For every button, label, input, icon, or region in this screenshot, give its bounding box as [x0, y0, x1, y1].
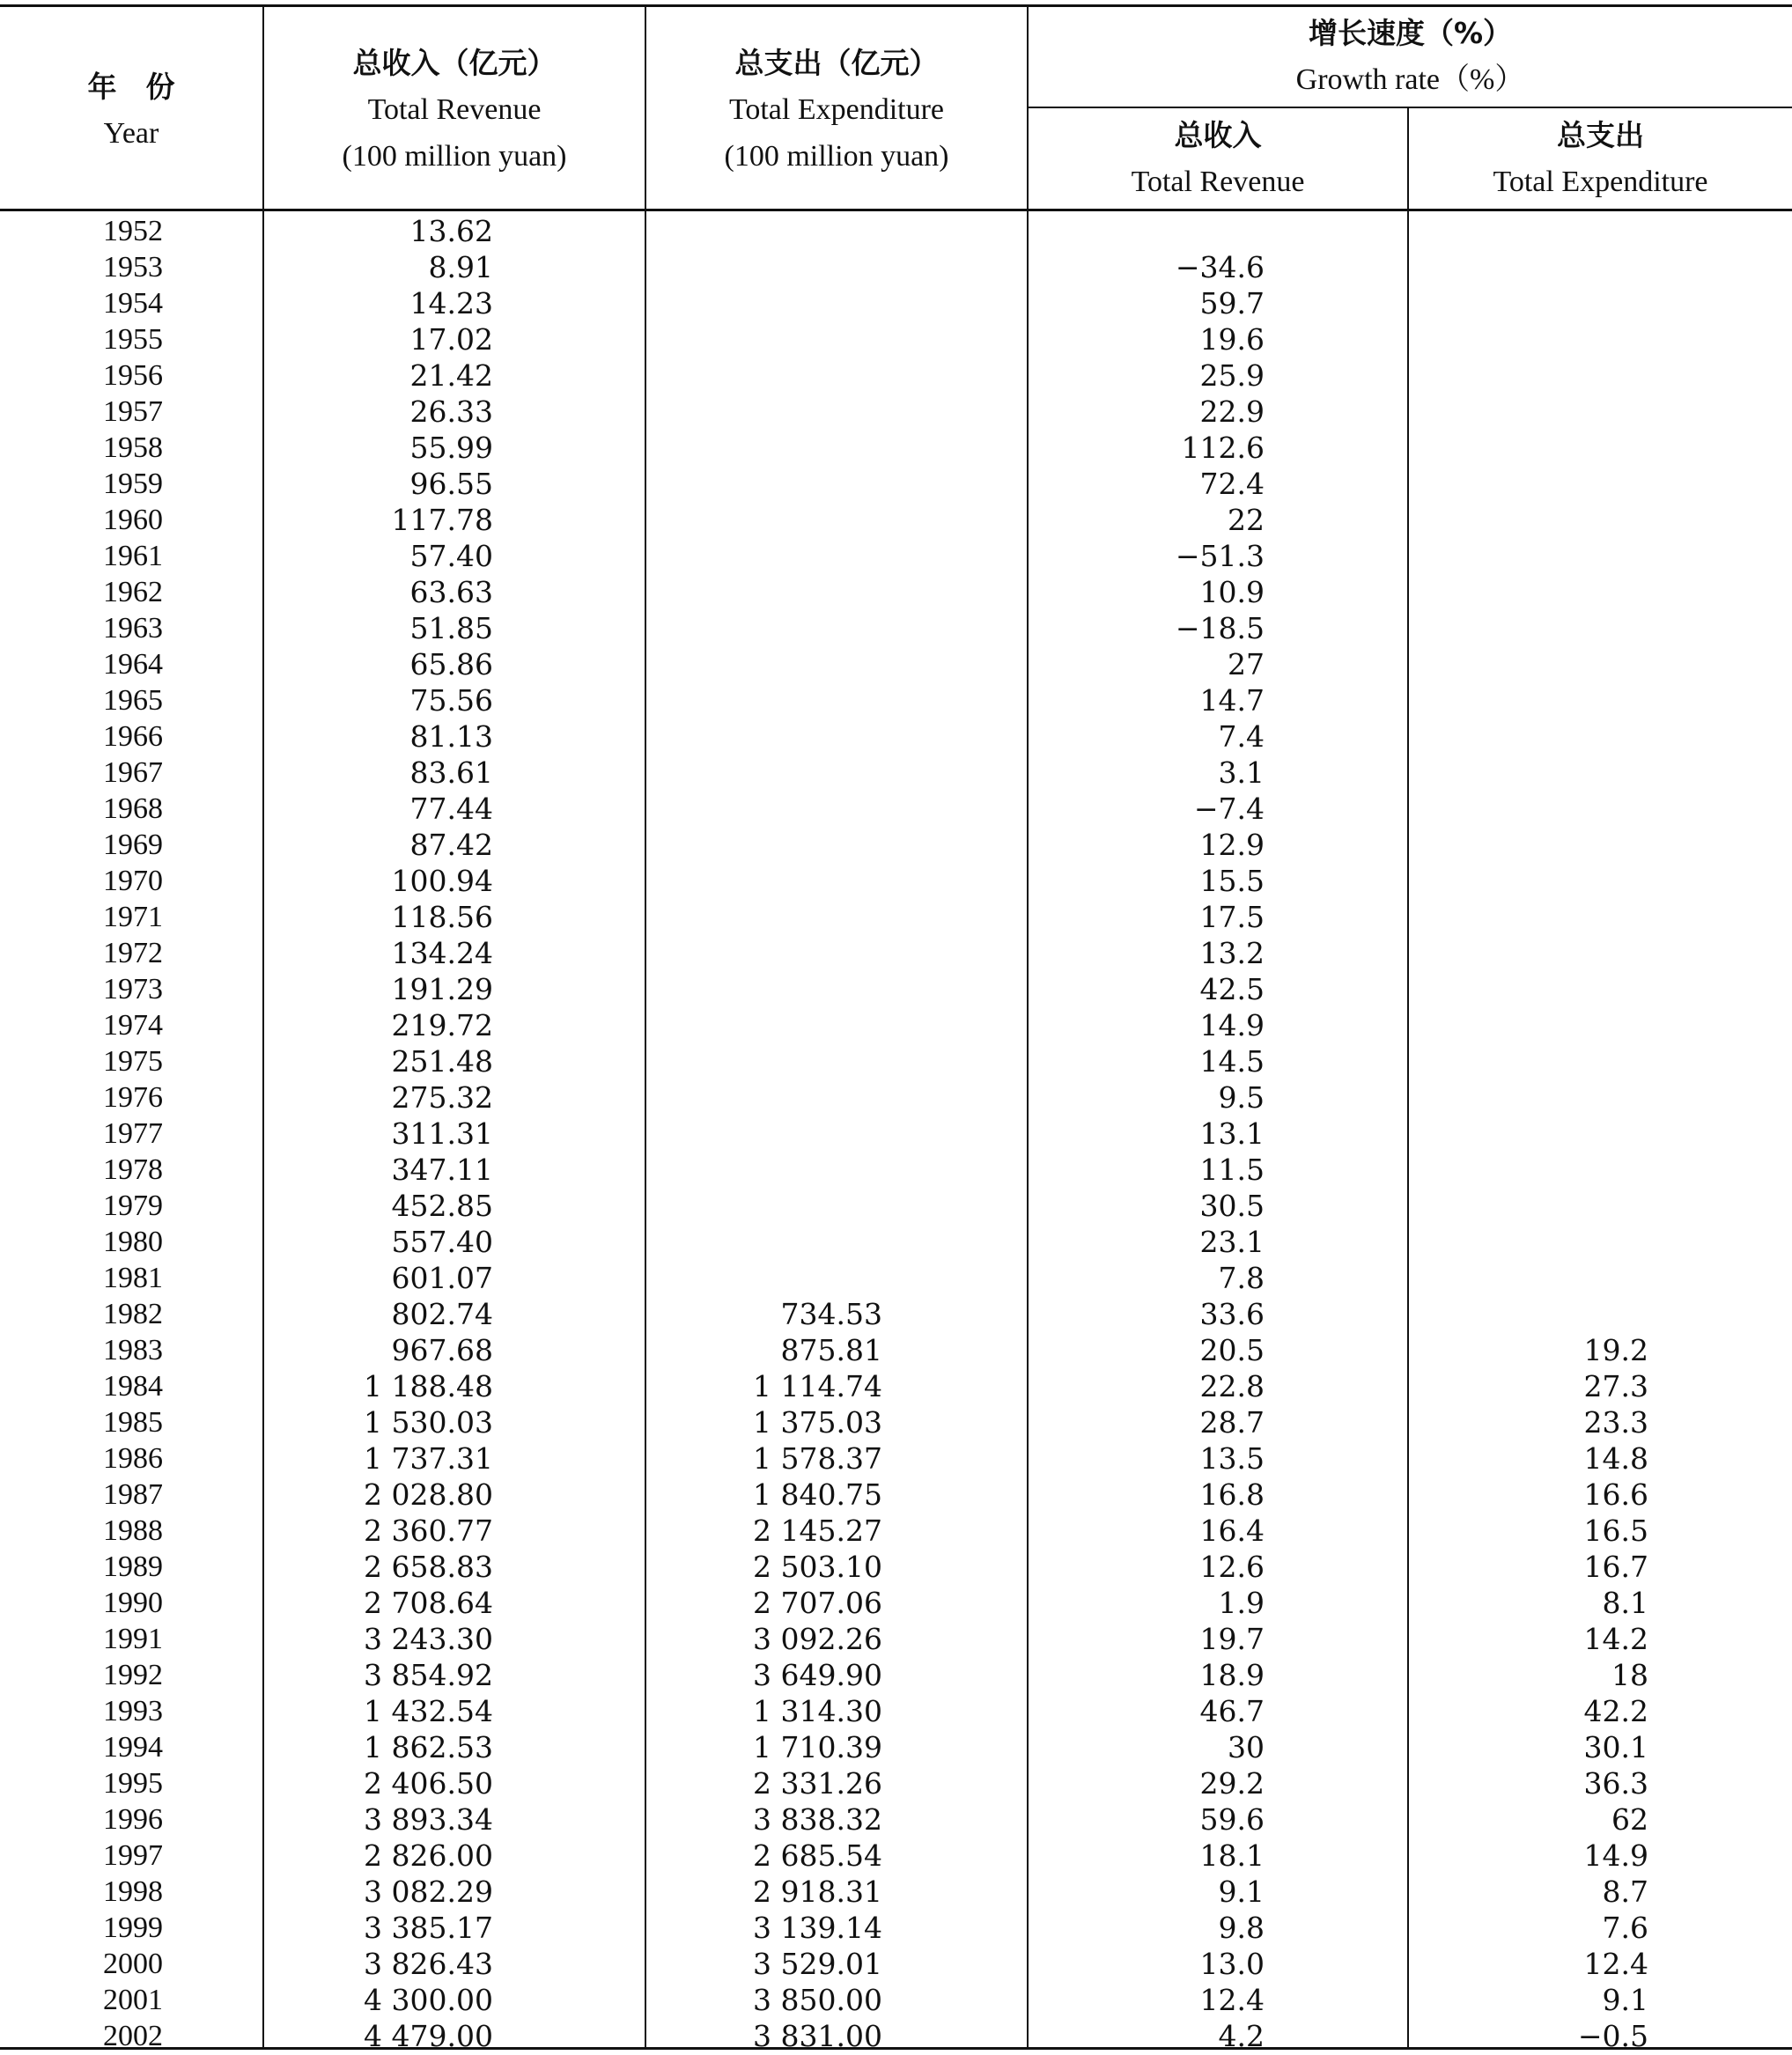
growth-expenditure-cell: 9.1: [1602, 1983, 1648, 2017]
header-growth-en: Growth rate（%）: [1295, 63, 1525, 96]
growth-revenue-cell: −51.3: [1175, 539, 1265, 573]
expenditure-cell: 3 649.90: [753, 1658, 882, 1692]
year-cell: 1957: [103, 395, 163, 428]
expenditure-cell: 2 685.54: [753, 1838, 882, 1873]
year-cell: 1970: [103, 865, 163, 897]
revenue-cell: 3 826.43: [364, 1947, 493, 1981]
revenue-cell: 2 658.83: [364, 1550, 493, 1584]
table-row: [0, 250, 1792, 285]
expenditure-cell: 2 918.31: [753, 1875, 882, 1909]
revenue-cell: 83.61: [409, 755, 493, 790]
year-cell: 1971: [103, 901, 163, 933]
revenue-cell: 2 360.77: [364, 1514, 493, 1548]
growth-revenue-cell: 14.5: [1199, 1044, 1265, 1079]
revenue-cell: 81.13: [409, 719, 493, 754]
header-revenue-en: Total Revenue: [367, 93, 542, 126]
revenue-cell: 191.29: [391, 972, 493, 1006]
growth-revenue-cell: 59.6: [1199, 1802, 1265, 1837]
growth-revenue-cell: 12.6: [1199, 1550, 1265, 1584]
growth-revenue-cell: 15.5: [1199, 864, 1265, 898]
revenue-cell: 13.62: [409, 214, 493, 248]
year-cell: 1978: [103, 1153, 163, 1186]
expenditure-cell: 1 578.37: [753, 1441, 882, 1476]
table-row: [0, 1875, 1792, 1910]
revenue-cell: 57.40: [409, 539, 493, 573]
header-growth-revenue-en: Total Revenue: [1131, 166, 1305, 198]
expenditure-cell: 2 331.26: [753, 1766, 882, 1801]
year-cell: 1995: [103, 1767, 163, 1800]
revenue-cell: 134.24: [391, 936, 493, 970]
revenue-cell: 251.48: [391, 1044, 493, 1079]
growth-revenue-cell: 12.9: [1199, 828, 1265, 862]
revenue-cell: 4 479.00: [364, 2019, 493, 2053]
year-cell: 1958: [103, 431, 163, 464]
year-cell: 1998: [103, 1875, 163, 1908]
expenditure-cell: 2 145.27: [753, 1514, 882, 1548]
table-row: [0, 1586, 1792, 1621]
year-cell: 1963: [103, 612, 163, 644]
table-row: [0, 1405, 1792, 1440]
growth-expenditure-cell: 12.4: [1583, 1947, 1648, 1981]
growth-expenditure-cell: −0.5: [1577, 2019, 1648, 2053]
expenditure-cell: 1 840.75: [753, 1477, 882, 1512]
revenue-cell: 77.44: [409, 792, 493, 826]
growth-revenue-cell: 13.2: [1199, 936, 1265, 970]
table-row: [0, 1838, 1792, 1874]
growth-expenditure-cell: 14.8: [1583, 1441, 1648, 1476]
growth-revenue-cell: 42.5: [1199, 972, 1265, 1006]
header-growth-zh: 增长速度（%）: [1308, 16, 1513, 50]
table-row: [0, 1441, 1792, 1477]
header-revenue-unit: (100 million yuan): [342, 140, 567, 173]
revenue-cell: 311.31: [391, 1116, 493, 1151]
year-cell: 1969: [103, 829, 163, 861]
year-cell: 1955: [103, 323, 163, 356]
growth-revenue-cell: 17.5: [1199, 900, 1265, 934]
revenue-cell: 1 862.53: [364, 1730, 493, 1764]
revenue-cell: 347.11: [391, 1153, 493, 1187]
revenue-cell: 21.42: [409, 358, 493, 393]
revenue-cell: 601.07: [391, 1261, 493, 1295]
table-row: [0, 647, 1792, 682]
table-row: [0, 1116, 1792, 1152]
growth-revenue-cell: 16.4: [1199, 1514, 1265, 1548]
growth-revenue-cell: 4.2: [1218, 2019, 1265, 2053]
growth-expenditure-cell: 8.1: [1602, 1586, 1648, 1620]
table-row: [0, 611, 1792, 646]
revenue-cell: 1 188.48: [364, 1369, 493, 1403]
revenue-cell: 8.91: [428, 250, 493, 284]
revenue-cell: 4 300.00: [364, 1983, 493, 2017]
table-row: [0, 1333, 1792, 1368]
growth-revenue-cell: 18.1: [1199, 1838, 1265, 1873]
expenditure-cell: 1 314.30: [753, 1694, 882, 1728]
expenditure-cell: 2 503.10: [753, 1550, 882, 1584]
year-cell: 1968: [103, 792, 163, 825]
growth-revenue-cell: 30.5: [1199, 1189, 1265, 1223]
growth-expenditure-cell: 27.3: [1583, 1369, 1648, 1403]
growth-revenue-cell: 19.6: [1199, 322, 1265, 357]
growth-revenue-cell: −18.5: [1175, 611, 1265, 645]
year-cell: 1966: [103, 720, 163, 753]
year-cell: 1979: [103, 1190, 163, 1222]
table-row: [0, 1261, 1792, 1296]
growth-revenue-cell: 13.5: [1199, 1441, 1265, 1476]
header-expenditure: [646, 40, 1027, 180]
top-border: [0, 4, 1792, 7]
table-row: [0, 431, 1792, 466]
growth-revenue-cell: 72.4: [1199, 467, 1265, 501]
table-row: [0, 1008, 1792, 1043]
year-cell: 2002: [103, 2020, 163, 2052]
header-expenditure-unit: (100 million yuan): [724, 140, 949, 173]
table-row: [0, 792, 1792, 827]
growth-revenue-cell: 3.1: [1218, 755, 1265, 790]
growth-revenue-cell: 9.8: [1218, 1911, 1265, 1945]
revenue-cell: 26.33: [409, 394, 493, 429]
growth-revenue-cell: 13.0: [1199, 1947, 1265, 1981]
table-row: [0, 719, 1792, 755]
growth-revenue-cell: 11.5: [1199, 1153, 1265, 1187]
year-cell: 1962: [103, 576, 163, 608]
table-row: [0, 1911, 1792, 1946]
header-growth-revenue: [1029, 112, 1407, 205]
growth-group-divider: [1027, 107, 1792, 108]
revenue-cell: 51.85: [409, 611, 493, 645]
growth-revenue-cell: 112.6: [1181, 431, 1265, 465]
revenue-cell: 1 530.03: [364, 1405, 493, 1440]
table-row: [0, 503, 1792, 538]
expenditure-cell: 2 707.06: [753, 1586, 882, 1620]
year-cell: 1990: [103, 1587, 163, 1619]
revenue-cell: 14.23: [409, 286, 493, 320]
table-row: [0, 1622, 1792, 1657]
expenditure-cell: 3 092.26: [753, 1622, 882, 1656]
table-row: [0, 1369, 1792, 1404]
table-row: [0, 683, 1792, 718]
growth-revenue-cell: 12.4: [1199, 1983, 1265, 2017]
year-cell: 1983: [103, 1334, 163, 1366]
table-row: [0, 1694, 1792, 1729]
table-row: [0, 936, 1792, 971]
year-cell: 1954: [103, 287, 163, 320]
revenue-cell: 65.86: [409, 647, 493, 681]
header-year: [0, 63, 262, 157]
year-cell: 1977: [103, 1117, 163, 1150]
table-row: [0, 1514, 1792, 1549]
growth-expenditure-cell: 8.7: [1602, 1875, 1648, 1909]
year-cell: 1975: [103, 1045, 163, 1078]
header-growth-rate: [1029, 10, 1792, 103]
growth-revenue-cell: 10.9: [1199, 575, 1265, 609]
year-cell: 1988: [103, 1514, 163, 1547]
expenditure-cell: 3 850.00: [753, 1983, 882, 2017]
growth-revenue-cell: 18.9: [1199, 1658, 1265, 1692]
revenue-cell: 1 737.31: [364, 1441, 493, 1476]
year-cell: 1987: [103, 1478, 163, 1511]
year-cell: 1956: [103, 359, 163, 392]
growth-expenditure-cell: 30.1: [1583, 1730, 1648, 1764]
header-bottom-border: [0, 209, 1792, 211]
revenue-cell: 3 243.30: [364, 1622, 493, 1656]
expenditure-cell: 3 831.00: [753, 2019, 882, 2053]
table-row: [0, 900, 1792, 935]
table-row: [0, 1225, 1792, 1260]
growth-revenue-cell: −7.4: [1193, 792, 1265, 826]
revenue-cell: 2 406.50: [364, 1766, 493, 1801]
growth-revenue-cell: 22.9: [1199, 394, 1265, 429]
growth-revenue-cell: 29.2: [1199, 1766, 1265, 1801]
table-row: [0, 1766, 1792, 1801]
year-cell: 1965: [103, 684, 163, 717]
year-cell: 1960: [103, 504, 163, 536]
year-cell: 1996: [103, 1803, 163, 1836]
year-cell: 1991: [103, 1623, 163, 1655]
growth-expenditure-cell: 7.6: [1602, 1911, 1648, 1945]
header-expenditure-en: Total Expenditure: [728, 93, 945, 126]
header-revenue: [264, 40, 645, 180]
header-growth-revenue-zh: 总收入: [1174, 118, 1262, 152]
table-row: [0, 358, 1792, 394]
table-row: [0, 1477, 1792, 1513]
growth-revenue-cell: 30: [1228, 1730, 1265, 1764]
revenue-cell: 87.42: [409, 828, 493, 862]
growth-expenditure-cell: 14.2: [1583, 1622, 1648, 1656]
year-cell: 1981: [103, 1262, 163, 1294]
expenditure-cell: 3 529.01: [753, 1947, 882, 1981]
header-growth-expenditure: [1409, 112, 1792, 205]
table-row: [0, 322, 1792, 357]
year-cell: 1973: [103, 973, 163, 1005]
growth-revenue-cell: 59.7: [1199, 286, 1265, 320]
table-row: [0, 467, 1792, 502]
revenue-cell: 3 893.34: [364, 1802, 493, 1837]
growth-expenditure-cell: 62: [1611, 1802, 1648, 1837]
year-cell: 1953: [103, 251, 163, 284]
year-cell: 1985: [103, 1406, 163, 1439]
table-row: [0, 755, 1792, 791]
table-row: [0, 394, 1792, 430]
growth-revenue-cell: 23.1: [1199, 1225, 1265, 1259]
table-row: [0, 214, 1792, 249]
expenditure-cell: 3 838.32: [753, 1802, 882, 1837]
year-cell: 1972: [103, 937, 163, 969]
expenditure-cell: 1 114.74: [753, 1369, 882, 1403]
revenue-cell: 219.72: [391, 1008, 493, 1042]
expenditure-cell: 3 139.14: [753, 1911, 882, 1945]
table-row: [0, 1153, 1792, 1188]
growth-revenue-cell: 14.9: [1199, 1008, 1265, 1042]
revenue-cell: 63.63: [409, 575, 493, 609]
expenditure-cell: 875.81: [780, 1333, 882, 1367]
year-cell: 1952: [103, 215, 163, 247]
year-cell: 2000: [103, 1948, 163, 1980]
growth-expenditure-cell: 16.6: [1583, 1477, 1648, 1512]
header-expenditure-zh: 总支出（亿元）: [734, 46, 939, 80]
year-cell: 1994: [103, 1731, 163, 1764]
revenue-cell: 275.32: [391, 1080, 493, 1115]
growth-revenue-cell: 7.4: [1218, 719, 1265, 754]
growth-revenue-cell: 22: [1228, 503, 1265, 537]
growth-revenue-cell: 9.5: [1218, 1080, 1265, 1115]
header-year-zh: 年 份: [87, 70, 175, 104]
growth-revenue-cell: 33.6: [1199, 1297, 1265, 1331]
growth-revenue-cell: 46.7: [1199, 1694, 1265, 1728]
revenue-cell: 96.55: [409, 467, 493, 501]
growth-expenditure-cell: 42.2: [1583, 1694, 1648, 1728]
expenditure-cell: 734.53: [780, 1297, 882, 1331]
growth-revenue-cell: 28.7: [1199, 1405, 1265, 1440]
year-cell: 1974: [103, 1009, 163, 1042]
table-row: [0, 539, 1792, 574]
year-cell: 2001: [103, 1984, 163, 2016]
table-row: [0, 2019, 1792, 2054]
growth-expenditure-cell: 14.9: [1583, 1838, 1648, 1873]
table-row: [0, 972, 1792, 1007]
table-row: [0, 575, 1792, 610]
year-cell: 1967: [103, 756, 163, 789]
growth-expenditure-cell: 23.3: [1583, 1405, 1648, 1440]
table-row: [0, 1550, 1792, 1585]
growth-revenue-cell: 16.8: [1199, 1477, 1265, 1512]
expenditure-cell: 1 375.03: [753, 1405, 882, 1440]
header-revenue-zh: 总收入（亿元）: [352, 46, 557, 80]
growth-expenditure-cell: 16.7: [1583, 1550, 1648, 1584]
year-cell: 1982: [103, 1298, 163, 1330]
table-row: [0, 1658, 1792, 1693]
revenue-cell: 2 028.80: [364, 1477, 493, 1512]
growth-revenue-cell: 20.5: [1199, 1333, 1265, 1367]
revenue-cell: 55.99: [409, 431, 493, 465]
revenue-cell: 117.78: [391, 503, 493, 537]
growth-expenditure-cell: 18: [1611, 1658, 1648, 1692]
growth-revenue-cell: 22.8: [1199, 1369, 1265, 1403]
year-cell: 1976: [103, 1081, 163, 1114]
year-cell: 1997: [103, 1839, 163, 1872]
year-cell: 1999: [103, 1911, 163, 1944]
revenue-cell: 1 432.54: [364, 1694, 493, 1728]
revenue-cell: 118.56: [391, 900, 493, 934]
growth-revenue-cell: 13.1: [1199, 1116, 1265, 1151]
table-row: [0, 1947, 1792, 1982]
table-row: [0, 1044, 1792, 1079]
table-row: [0, 1297, 1792, 1332]
revenue-cell: 802.74: [391, 1297, 493, 1331]
year-cell: 1961: [103, 540, 163, 572]
growth-revenue-cell: −34.6: [1175, 250, 1265, 284]
table-row: [0, 1802, 1792, 1838]
header-growth-expenditure-en: Total Expenditure: [1493, 166, 1708, 198]
year-cell: 1986: [103, 1442, 163, 1475]
revenue-cell: 452.85: [391, 1189, 493, 1223]
revenue-cell: 75.56: [409, 683, 493, 718]
table-row: [0, 1080, 1792, 1116]
revenue-cell: 3 082.29: [364, 1875, 493, 1909]
revenue-cell: 2 826.00: [364, 1838, 493, 1873]
growth-revenue-cell: 9.1: [1218, 1875, 1265, 1909]
year-cell: 1980: [103, 1226, 163, 1258]
growth-revenue-cell: 25.9: [1199, 358, 1265, 393]
year-cell: 1992: [103, 1659, 163, 1691]
year-cell: 1964: [103, 648, 163, 681]
growth-expenditure-cell: 19.2: [1583, 1333, 1648, 1367]
revenue-cell: 557.40: [391, 1225, 493, 1259]
growth-revenue-cell: 7.8: [1218, 1261, 1265, 1295]
expenditure-cell: 1 710.39: [753, 1730, 882, 1764]
revenue-cell: 3 385.17: [364, 1911, 493, 1945]
revenue-cell: 3 854.92: [364, 1658, 493, 1692]
revenue-cell: 967.68: [391, 1333, 493, 1367]
revenue-cell: 2 708.64: [364, 1586, 493, 1620]
growth-revenue-cell: 14.7: [1199, 683, 1265, 718]
revenue-cell: 100.94: [391, 864, 493, 898]
table-row: [0, 286, 1792, 321]
growth-revenue-cell: 1.9: [1218, 1586, 1265, 1620]
growth-revenue-cell: 27: [1228, 647, 1265, 681]
year-cell: 1984: [103, 1370, 163, 1403]
growth-revenue-cell: 19.7: [1199, 1622, 1265, 1656]
table-row: [0, 1730, 1792, 1765]
table-row: [0, 1983, 1792, 2018]
table-row: [0, 864, 1792, 899]
year-cell: 1989: [103, 1550, 163, 1583]
table-row: [0, 828, 1792, 863]
year-cell: 1993: [103, 1695, 163, 1727]
growth-expenditure-cell: 16.5: [1583, 1514, 1648, 1548]
header-year-en: Year: [103, 117, 159, 150]
header-growth-expenditure-zh: 总支出: [1557, 118, 1644, 152]
table-row: [0, 1189, 1792, 1224]
year-cell: 1959: [103, 468, 163, 500]
revenue-cell: 17.02: [409, 322, 493, 357]
growth-expenditure-cell: 36.3: [1583, 1766, 1648, 1801]
